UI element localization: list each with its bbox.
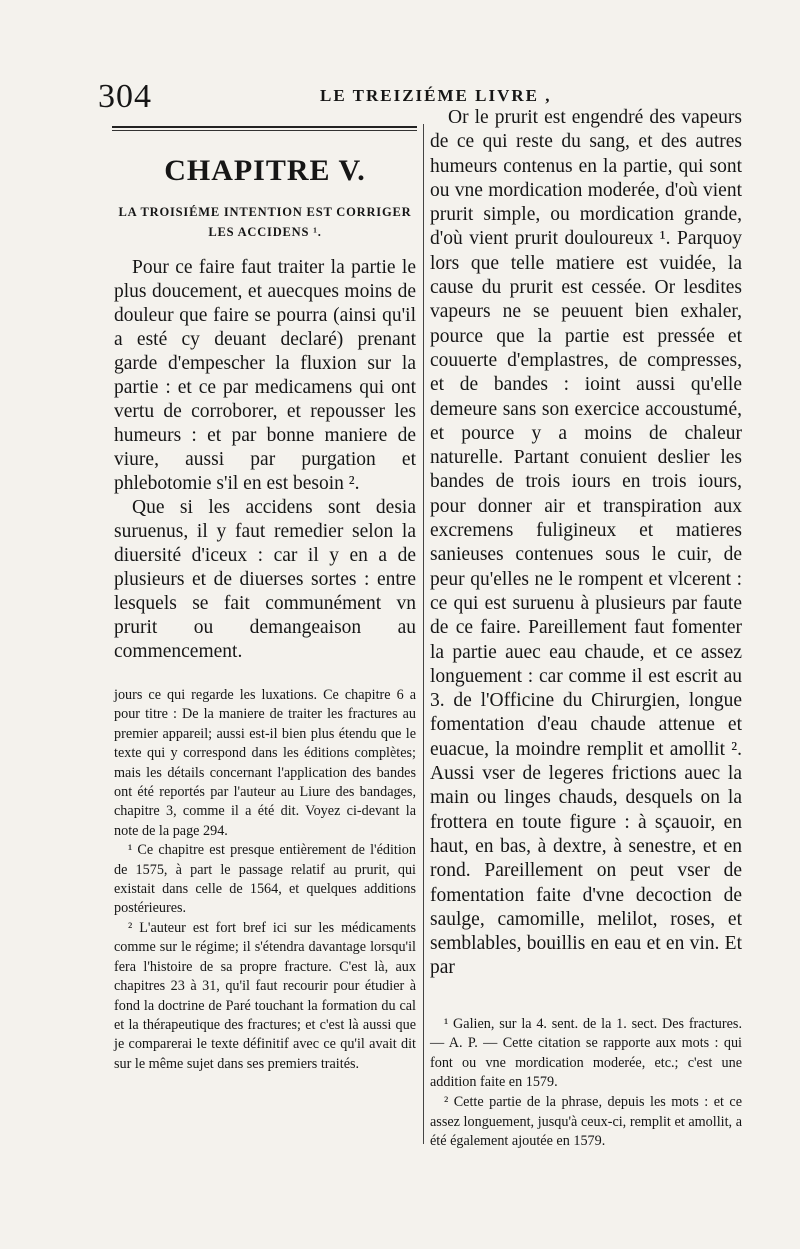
- body-paragraph: Or le prurit est engendré des vapeurs de ce qui reste du sang, et des autres humeurs contenus en la partie, qui sont ou vne mordication moderée, d'où vient prurit simple, ou mordication grande, d'où vient prurit douloureux ¹. Parquoy lors que telle matiere est vuidée, la cause du prurit est cessée. Or lesdites vapeurs ne se peuuent bien exhaler, pource que la partie est pressée et couuerte d'emplastres, de compresses, et de bandes : ioint aussi qu'elle demeure sans son exercice accoustumé, et pource y a moins de chaleur naturelle. Partant conuient deslier les bandes de trois iours en trois iours, pour donner air et transpiration aux excremens fuligineux et matieres sanieuses contenues sous le cuir, de peur qu'elles ne le rompent et vlcerent : ce qui est suruenu à plusieurs par faute de ce faire. Pareillement faut fomenter la partie auec eau chaude, et ce assez longuement : car comme il est escrit au 3. de l'Officine du Chirurgien, longue fomentation d'eau chaude attenue et euacue, la moindre remplit et amollit ². Aussi vser de legeres frictions auec la main ou linges chauds, desquels on la frottera en toute figure : à sçauoir, en haut, en bas, à dextre, à senestre, et en rond. Pareillement on peut vser de fomentation faite d'vne decoction de saulge, camomille, melilot, roses, et semblables, bouillis en eau et en vin. Et par: [430, 107, 742, 979]
- chapter-subtitle: LA TROISIÉME INTENTION EST CORRIGER LES ACCIDENS ¹.: [118, 205, 412, 239]
- page-number: 304: [98, 78, 152, 115]
- chapter-title: CHAPITRE V.: [164, 154, 366, 187]
- footnote-1: ¹ Galien, sur la 4. sent. de la 1. sect. Des fractures. — A. P. — Cette citation se rapporte aux mots : qui font ou vne mordication moderée, etc.; c'est une addition faite en 1579.: [430, 1015, 742, 1091]
- footnote-2: ² Cette partie de la phrase, depuis les mots : et ce assez longuement, jusqu'à ceux-ci, remplit et amollit, a été également ajoutée en 1579.: [430, 1094, 742, 1150]
- footnotes: [430, 1015, 742, 1152]
- note-continued: jours ce qui regarde les luxations. Ce chapitre 6 a pour titre : De la maniere de traiter les fractures au premier appareil; aussi est-il bien plus étendu que le texte qui y correspond dans les éditions complètes; mais les détails concernant l'application des bandes ont été reportés par l'auteur au Liure des bandages, chapitre 3, comme il a été dit. Voyez ci-devant la note de la page 294.: [114, 687, 416, 839]
- body-paragraph: Pour ce faire faut traiter la partie le plus doucement, et auecques moins de douleur que faire se pourra (ainsi qu'il a esté cy deuant declaré) prenant garde d'empescher la fluxion sur la partie : et ce par medicamens qui ont vertu de corroborer, et repousser les humeurs : et par bonne maniere de viure, aussi par purgation et phlebotomie s'il en est besoin ².: [114, 257, 416, 494]
- note-2: ² L'auteur est fort bref ici sur les médicaments comme sur le régime; il s'étendra davantage lorsqu'il fera l'histoire de sa propre fracture. C'est là, aux chapitres 23 à 31, qu'il faut recourir pour étudier à fond la doctrine de Paré touchant la formation du cal et la thérapeutique des fractures; et c'est là aussi que je comparerai le texte définitif avec ce qu'il avait dit sur le même sujet dans ses premiers traités.: [114, 919, 416, 1072]
- column-divider: [423, 124, 424, 1144]
- body-paragraph: Que si les accidens sont desia suruenus, il y faut remedier selon la diuersité d'iceux : car il y en a de plusieurs et de diuerses sortes : entre lesquels se fait communément vn prurit ou demangeaison au commencement.: [114, 497, 416, 662]
- right-column: [430, 106, 742, 1152]
- editor-notes: [114, 686, 416, 1074]
- header-rule-thick: [112, 126, 417, 128]
- note-1: ¹ Ce chapitre est presque entièrement de l'édition de 1575, à part le passage relatif au prurit, qui existait dans celle de 1564, et quelques additions postérieures.: [114, 842, 416, 917]
- left-column: [114, 146, 416, 1074]
- running-head: LE TREIZIÉME LIVRE ,: [320, 86, 552, 105]
- header-rule-thin: [112, 130, 417, 131]
